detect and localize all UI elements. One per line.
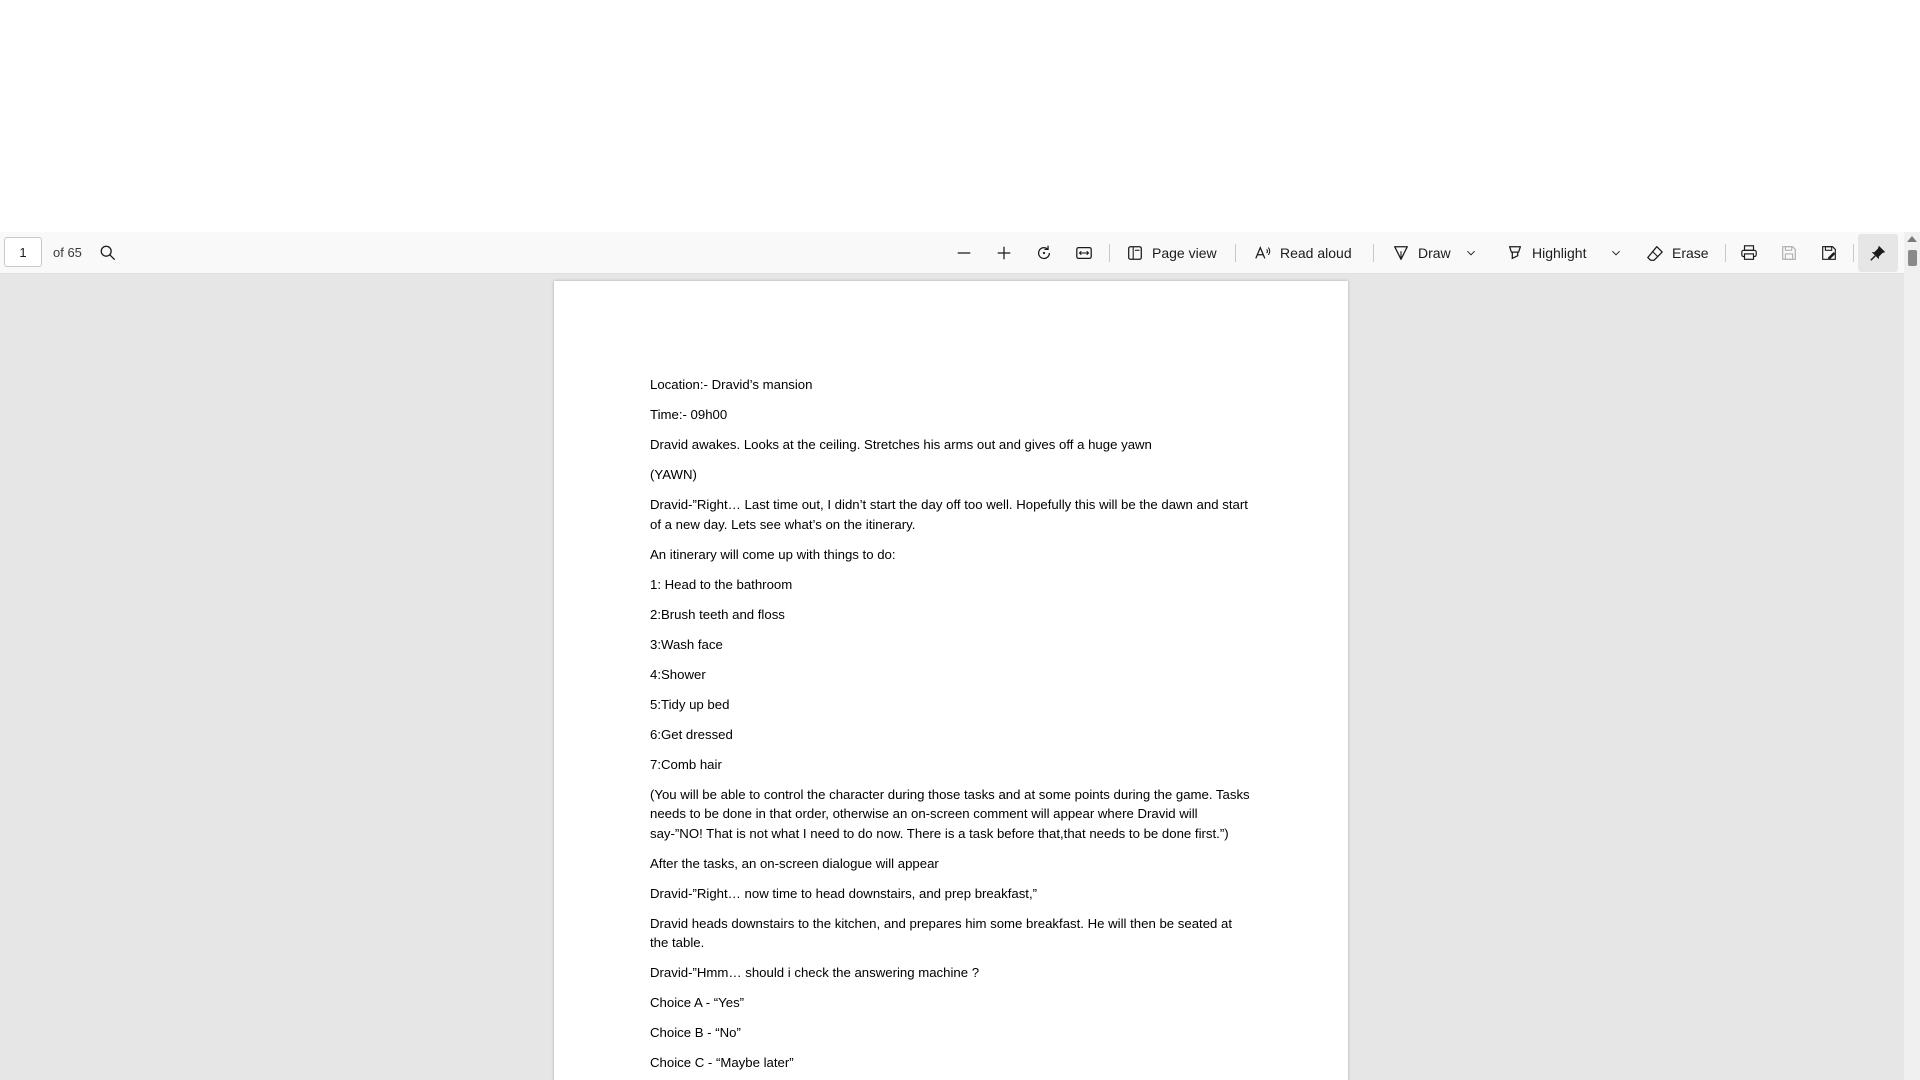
save-button[interactable]: [1772, 236, 1806, 270]
page-text-content: [650, 375, 1250, 1080]
toolbar-divider: [1853, 244, 1854, 262]
minus-icon: [955, 244, 973, 262]
zoom-in-button[interactable]: [987, 236, 1021, 270]
erase-label: Erase: [1672, 245, 1709, 261]
document-paragraph: 2:Brush teeth and floss: [650, 606, 785, 622]
highlight-button[interactable]: [1500, 236, 1592, 270]
document-paragraph: Dravid heads downstairs to the kitchen, and prepares him some breakfast. He will then be seated at the table.: [650, 915, 1233, 950]
fit-width-icon: [1075, 244, 1093, 262]
highlight-options-dropdown[interactable]: [1605, 236, 1627, 270]
document-paragraph: Choice C - “Maybe later”: [650, 1055, 794, 1070]
plus-icon: [995, 244, 1013, 262]
save-as-button[interactable]: [1812, 236, 1846, 270]
blank-top-area: [0, 0, 1920, 232]
document-paragraph: After the tasks, an on-screen dialogue will appear: [650, 855, 939, 871]
page-view-label: Page view: [1152, 245, 1217, 261]
document-paragraph: Time:- 09h00: [650, 407, 728, 422]
page-view-icon: [1126, 244, 1144, 262]
toolbar-divider: [1109, 244, 1110, 262]
page-number-input[interactable]: [4, 237, 42, 267]
zoom-out-button[interactable]: [947, 236, 981, 270]
search-icon: [99, 244, 117, 262]
document-paragraph: An itinerary will come up with things to do:: [650, 546, 896, 562]
document-viewer[interactable]: [0, 274, 1904, 1080]
draw-options-dropdown[interactable]: [1460, 236, 1482, 270]
search-button[interactable]: [91, 236, 125, 270]
toolbar-divider: [1725, 244, 1726, 262]
print-button[interactable]: [1732, 236, 1766, 270]
document-paragraph: Dravid-”Right… now time to head downstairs, and prep breakfast,”: [650, 885, 1038, 901]
highlighter-icon: [1506, 244, 1524, 262]
document-paragraph: Dravid-”Right… Last time out, I didn’t start the day off too well. Hopefully this will be the dawn and start of a new day. Lets see what’s on the itinerary.: [650, 497, 1248, 532]
document-paragraph: Dravid awakes. Looks at the ceiling. Stretches his arms out and gives off a huge yawn: [650, 437, 1152, 452]
document-paragraph: (You will be able to control the character during those tasks and at some points during the game. Tasks needs to be done in that order, otherwise an on-screen comment will appear where Dravid will say-”NO! That is not what I need to do now. There is a task before that,that needs to be done first.”): [650, 786, 1250, 841]
pin-toolbar-button[interactable]: [1858, 234, 1898, 272]
draw-pen-icon: [1392, 244, 1410, 262]
page-view-button[interactable]: [1120, 236, 1223, 270]
toolbar-divider: [1235, 244, 1236, 262]
document-paragraph: 4:Shower: [650, 666, 706, 682]
save-disk-icon: [1780, 244, 1798, 262]
page-count-label: of 65: [53, 245, 82, 260]
document-paragraph: 6:Get dressed: [650, 726, 733, 742]
document-paragraph: 1: Head to the bathroom: [650, 576, 793, 592]
scrollbar-thumb[interactable]: [1908, 250, 1917, 266]
eraser-icon: [1646, 244, 1664, 262]
toolbar-divider: [1373, 244, 1374, 262]
document-paragraph: Choice A - “Yes”: [650, 995, 745, 1010]
erase-button[interactable]: [1640, 236, 1715, 270]
highlight-label: Highlight: [1532, 245, 1587, 261]
vertical-scrollbar[interactable]: [1904, 232, 1920, 1080]
document-paragraph: 7:Comb hair: [650, 756, 722, 772]
save-as-icon: [1820, 244, 1838, 262]
document-paragraph: Choice B - “No”: [650, 1025, 741, 1040]
fit-to-width-button[interactable]: [1067, 236, 1101, 270]
draw-button[interactable]: [1386, 236, 1457, 270]
chevron-down-icon: [1610, 247, 1622, 259]
document-paragraph: 3:Wash face: [650, 636, 723, 652]
pdf-toolbar: [0, 232, 1920, 274]
rotate-button[interactable]: [1027, 236, 1061, 270]
pdf-page: [554, 281, 1348, 1080]
document-paragraph: 5:Tidy up bed: [650, 696, 730, 712]
draw-label: Draw: [1418, 245, 1451, 261]
document-paragraph: (YAWN): [650, 467, 697, 482]
read-aloud-button[interactable]: [1248, 236, 1358, 270]
rotate-icon: [1035, 244, 1053, 262]
read-aloud-icon: [1254, 244, 1272, 262]
document-paragraph: Dravid-”Hmm… should i check the answering machine ?: [650, 965, 980, 980]
pin-icon: [1869, 244, 1887, 262]
scroll-up-arrow-icon[interactable]: [1907, 236, 1917, 242]
chevron-down-icon: [1465, 247, 1477, 259]
read-aloud-label: Read aloud: [1280, 245, 1352, 261]
document-paragraph: Location:- Dravid’s mansion: [650, 377, 813, 392]
printer-icon: [1740, 244, 1758, 262]
